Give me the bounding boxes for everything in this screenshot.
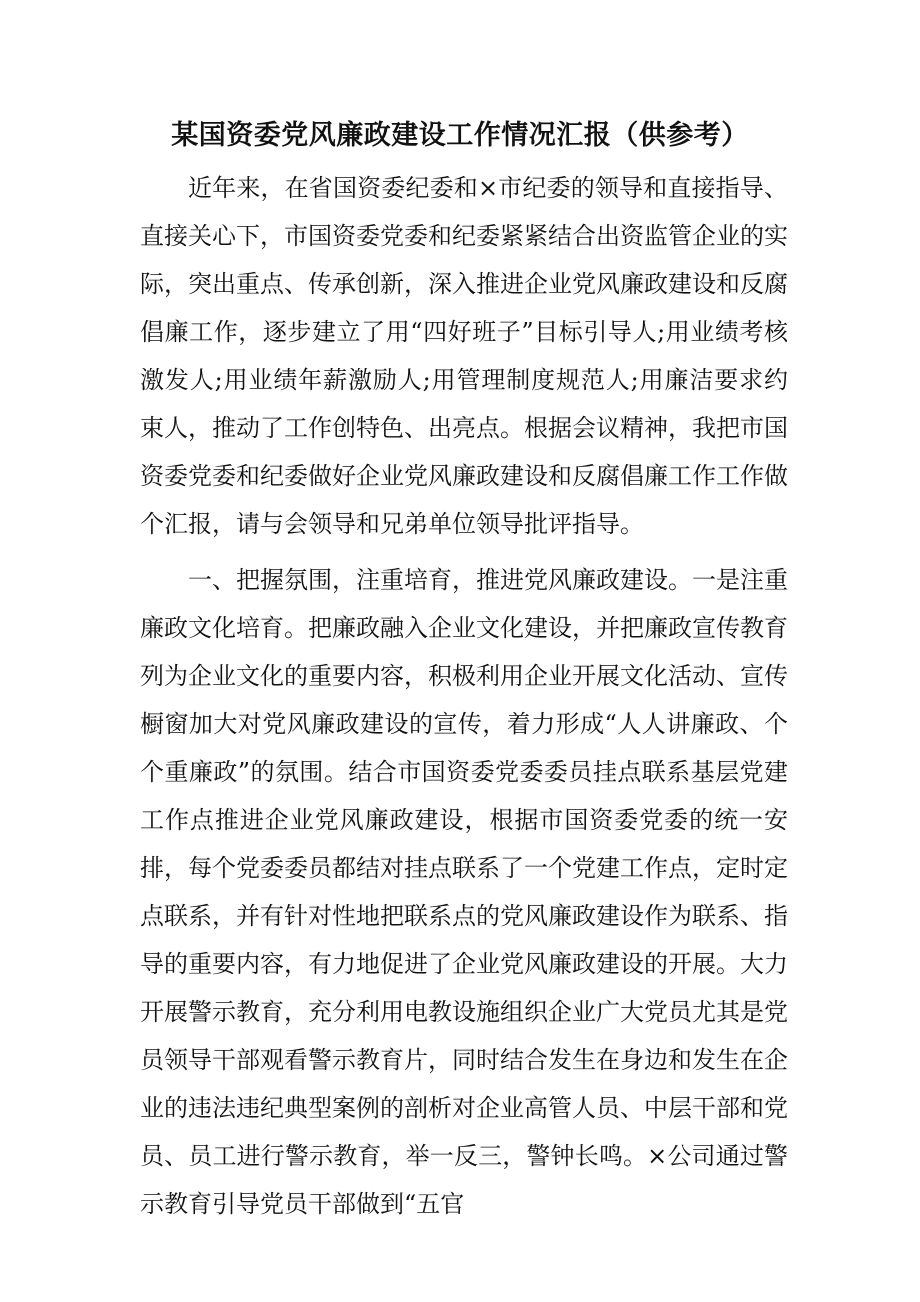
paragraph-intro: 近年来，在省国资委纪委和×市纪委的领导和直接指导、直接关心下，市国资委党委和纪委紧紧结合出资监管企业的实际，突出重点、传承创新，深入推进企业党风廉政建设和反腐倡廉工作，逐步建立了用“四好班子”目标引导人;用业绩考核激发人;用业绩年薪激励人;用管理制度规范人;用廉洁要求约束人，推动了工作创特色、出亮点。根据会议精神，我把市国资委党委和纪委做好企业党风廉政建设和反腐倡廉工作工作做个汇报，请与会领导和兄弟单位领导批评指导。 — [140, 174, 788, 538]
paragraph-section-one: 一、把握氛围，注重培育，推进党风廉政建设。一是注重廉政文化培育。把廉政融入企业文化建设，并把廉政宣传教育列为企业文化的重要内容，积极利用企业开展文化活动、宣传橱窗加大对党风廉政建设的宣传，着力形成“人人讲廉政、个个重廉政”的氛围。结合市国资委党委委员挂点联系基层党建工作点推进企业党风廉政建设，根据市国资委党委的统一安排，每个党委委员都结对挂点联系了一个党建工作点，定时定点联系，并有针对性地把联系点的党风廉政建设作为联系、指导的重要内容，有力地促进了企业党风廉政建设的开展。大力开展警示教育，充分利用电教设施组织企业广大党员尤其是党员领导干部观看警示教育片，同时结合发生在身边和发生在企业的违法违纪典型案例的剖析对企业高管人员、中层干部和党员、员工进行警示教育，举一反三，警钟长鸣。×公司通过警示教育引导党员干部做到“五官 — [140, 566, 788, 1218]
document-title: 某国资委党风廉政建设工作情况汇报（供参考） — [171, 120, 749, 151]
